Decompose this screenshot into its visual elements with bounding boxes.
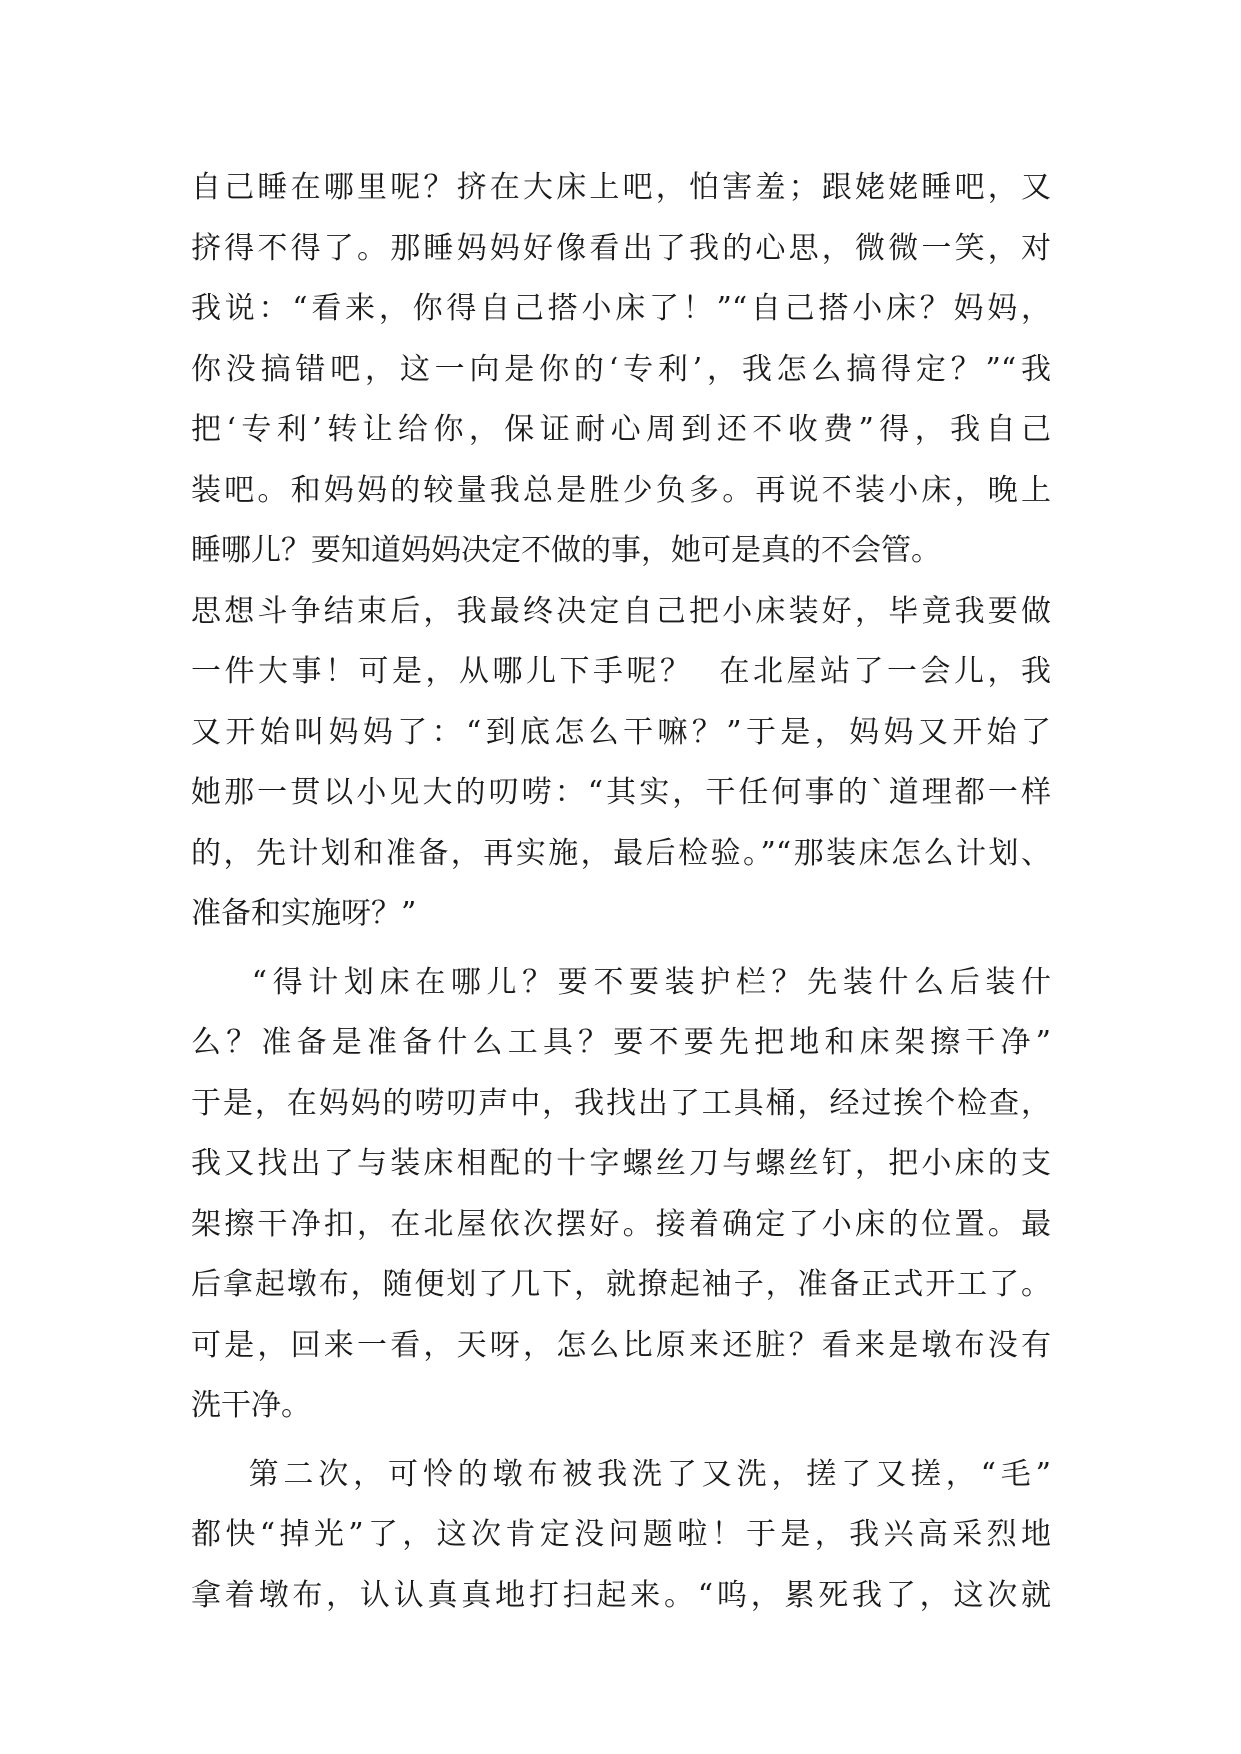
paragraph-3 xyxy=(191,1445,1051,1627)
text-line: 第二次，可怜的墩布被我洗了又洗，搓了又搓，“毛” xyxy=(191,1456,1051,1492)
text-line: “得计划床在哪儿？要不要装护栏？先装什么后装什 xyxy=(191,964,1051,1000)
text-line: 自己睡在哪里呢？挤在大床上吧，怕害羞；跟姥姥睡吧，又 xyxy=(191,170,1051,205)
text-line: 装吧。和妈妈的较量我总是胜少负多。再说不装小床，晚上 xyxy=(191,472,1051,508)
text-line: 洗干净。 xyxy=(191,1388,311,1423)
document-body xyxy=(191,158,1051,1626)
text-line: 挤得不得了。那睡妈妈好像看出了我的心思，微微一笑，对 xyxy=(191,230,1051,266)
text-line: 我说：“看来，你得自己搭小床了！”“自己搭小床？妈妈， xyxy=(191,291,1051,326)
text-line: 么？准备是准备什么工具？要不要先把地和床架擦干净” xyxy=(191,1025,1051,1060)
text-line: 又开始叫妈妈了：“到底怎么干嘛？”于是，妈妈又开始了 xyxy=(191,714,1051,750)
text-line: 于是，在妈妈的唠叨声中，我找出了工具桶，经过挨个检查， xyxy=(191,1085,1051,1121)
text-line: 架擦干净扣，在北屋依次摆好。接着确定了小床的位置。最 xyxy=(191,1206,1051,1242)
text-line: 拿着墩布，认认真真地打扫起来。“呜，累死我了，这次就 xyxy=(191,1577,1051,1613)
text-line: 睡哪儿？要知道妈妈决定不做的事，她可是真的不会管。 xyxy=(191,533,941,568)
text-line: 的，先计划和准备，再实施，最后检验。”“那装床怎么计划、 xyxy=(191,835,1051,871)
text-line: 把‘专利’转让给你，保证耐心周到还不收费”得，我自己 xyxy=(191,412,1051,447)
paragraph-gap xyxy=(191,945,1051,953)
text-line: 准备和实施呀？” xyxy=(191,896,417,931)
text-line: 我又找出了与装床相配的十字螺丝刀与螺丝钉，把小床的支 xyxy=(191,1146,1051,1181)
text-line: 思想斗争结束后，我最终决定自己把小床装好，毕竟我要做 xyxy=(191,593,1051,629)
text-line: 后拿起墩布，随便划了几下，就撩起袖子，准备正式开工了。 xyxy=(191,1267,1051,1302)
text-line: 你没搞错吧，这一向是你的‘专利’，我怎么搞得定？”“我 xyxy=(191,351,1051,387)
paragraph-2 xyxy=(191,953,1051,1437)
text-line: 她那一贯以小见大的叨唠：“其实，干任何事的`道理都一样 xyxy=(191,775,1051,810)
paragraph-1 xyxy=(191,158,1051,945)
text-line: 都快“掉光”了，这次肯定没问题啦！于是，我兴高采烈地 xyxy=(191,1517,1051,1552)
text-line: 可是，回来一看，天呀，怎么比原来还脏？看来是墩布没有 xyxy=(191,1327,1051,1363)
text-line: 一件大事！可是，从哪儿下手呢？ 在北屋站了一会儿，我 xyxy=(191,654,1051,689)
paragraph-gap xyxy=(191,1437,1051,1445)
